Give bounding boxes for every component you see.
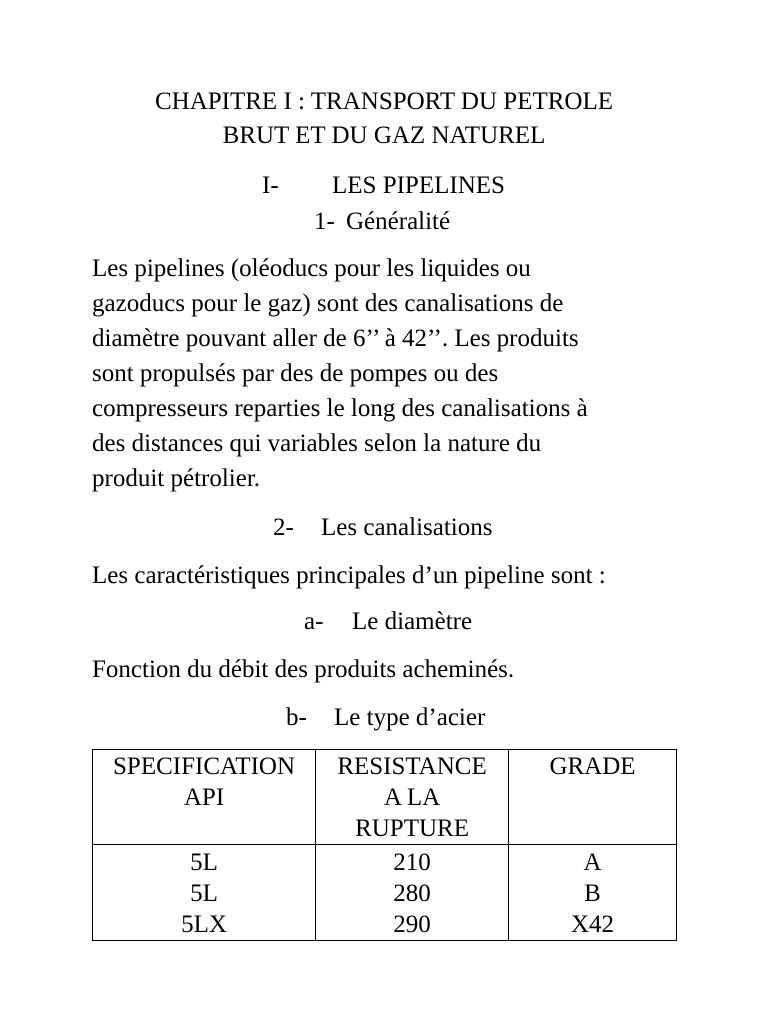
paragraph-line: gazoducs pour le gaz) sont des canalisations de bbox=[92, 290, 564, 317]
paragraph-line: diamètre pouvant aller de 6’’ à 42’’. Les produits bbox=[92, 325, 579, 352]
subsection-heading-canalisations bbox=[273, 512, 492, 544]
item-heading-acier bbox=[286, 702, 485, 734]
section-number: I- bbox=[262, 172, 279, 199]
paragraph-pipelines-description bbox=[92, 251, 588, 496]
chapter-title-line-1: CHAPITRE I : TRANSPORT DU PETROLE bbox=[154, 88, 614, 115]
paragraph-line: Les caractéristiques principales d’un pipeline sont : bbox=[92, 562, 606, 589]
subsection-title: Généralité bbox=[346, 208, 451, 235]
cell-resistances: 210 280 290 bbox=[316, 845, 509, 941]
subsection-number: 2- bbox=[273, 514, 294, 541]
paragraph-line: sont propulsés par des de pompes ou des bbox=[92, 360, 499, 387]
subsection-title: Les canalisations bbox=[321, 514, 493, 541]
paragraph-characteristics bbox=[92, 558, 606, 593]
paragraph-line: Fonction du débit des produits acheminés. bbox=[92, 656, 515, 683]
item-title: Le diamètre bbox=[352, 608, 473, 635]
table-header-row bbox=[93, 750, 677, 845]
cell-specifications: 5L 5L 5LX bbox=[93, 845, 316, 941]
paragraph-line: compresseurs reparties le long des canalisations à bbox=[92, 395, 588, 422]
section-title: LES PIPELINES bbox=[332, 172, 505, 199]
item-heading-diametre bbox=[304, 606, 472, 638]
steel-type-table bbox=[92, 749, 677, 941]
header-grade: GRADE bbox=[509, 750, 677, 845]
table-row bbox=[93, 845, 677, 941]
subsection-heading-generalite bbox=[314, 206, 450, 238]
item-letter: a- bbox=[304, 608, 324, 635]
item-letter: b- bbox=[286, 704, 307, 731]
subsection-number: 1- bbox=[314, 208, 335, 235]
item-title: Le type d’acier bbox=[334, 704, 486, 731]
cell-grades: A B X42 bbox=[509, 845, 677, 941]
paragraph-line: des distances qui variables selon la nature du bbox=[92, 430, 542, 457]
section-heading-pipelines bbox=[262, 170, 505, 202]
header-resistance-rupture: RESISTANCE A LA RUPTURE bbox=[316, 750, 509, 845]
header-specification-api: SPECIFICATION API bbox=[93, 750, 316, 845]
paragraph-debit bbox=[92, 652, 514, 687]
chapter-title-line-2: BRUT ET DU GAZ NATUREL bbox=[222, 122, 546, 149]
paragraph-line: produit pétrolier. bbox=[92, 465, 261, 492]
paragraph-line: Les pipelines (oléoducs pour les liquides ou bbox=[92, 255, 531, 282]
